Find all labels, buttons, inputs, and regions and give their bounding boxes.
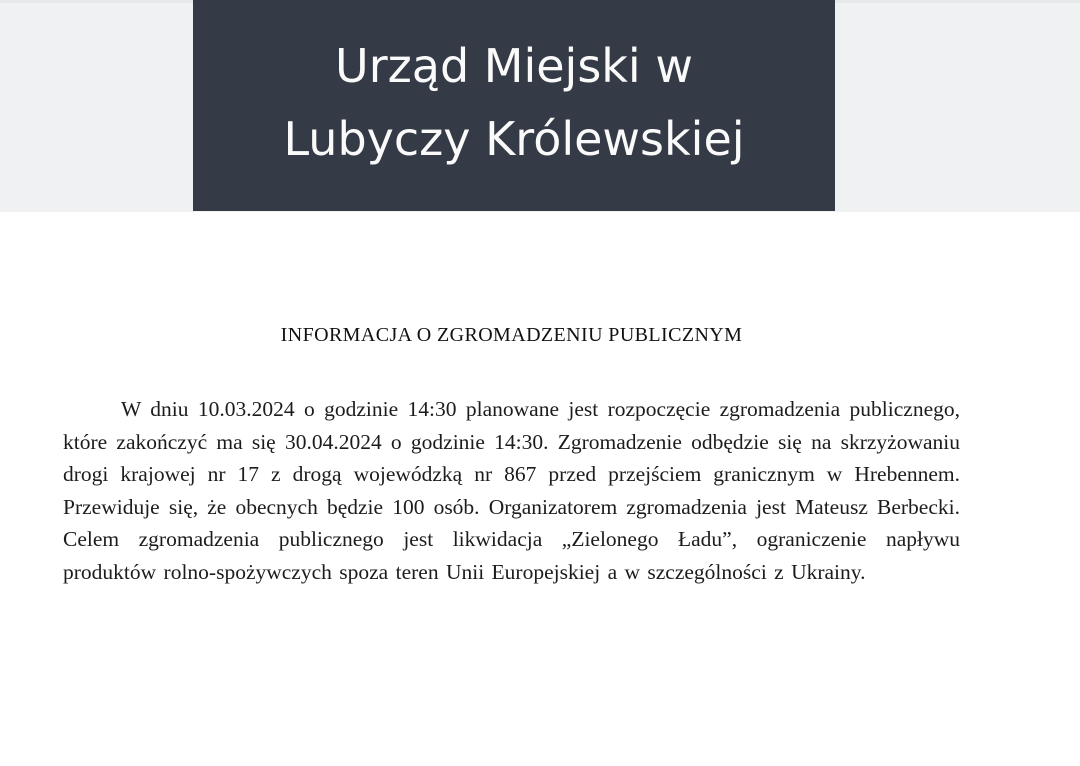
document-page xyxy=(0,212,1080,766)
office-title-line-1: Urząd Miejski w xyxy=(335,38,693,93)
header-banner xyxy=(193,0,835,211)
office-title-line-2: Lubyczy Królewskiej xyxy=(283,111,745,166)
document-title: INFORMACJA O ZGROMADZENIU PUBLICZNYM xyxy=(280,324,743,346)
announcement-paragraph: W dniu 10.03.2024 o godzinie 14:30 planowane jest rozpoczęcie zgromadzenia publicznego, które zakończyć ma się 30.04.2024 o godzinie 14:30. Zgromadzenie odbędzie się na skrzyżowaniu drogi krajowej nr 17 z drogą wojewódzką nr 867 przed przejściem granicznym w Hrebennem. Przewiduje się, że obecnych będzie 100 osób. Organizatorem zgromadzenia jest Mateusz Berbecki. Celem zgromadzenia publicznego jest likwidacja „Zielonego Ładu”, ograniczenie napływu produktów rolno-spożywczych spoza teren Unii Europejskiej a w szczególności z Ukrainy. xyxy=(63,397,960,584)
